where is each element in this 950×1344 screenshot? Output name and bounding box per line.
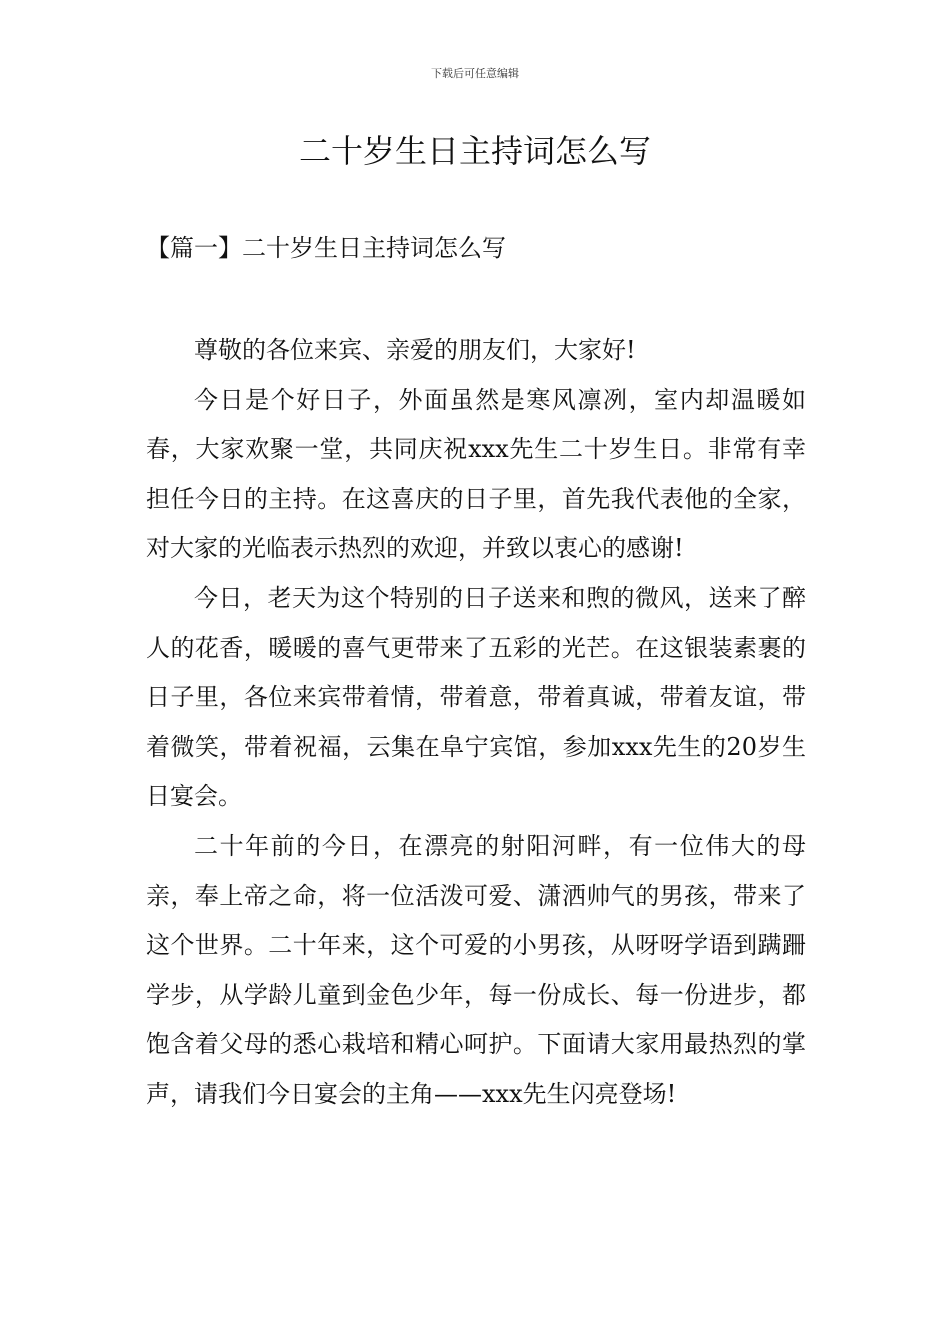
paragraph-introduction: 二十年前的今日，在漂亮的射阳河畔，有一位伟大的母亲，奉上帝之命，将一位活泼可爱、潇洒帅气的男孩，带来了这个世界。二十年来，这个可爱的小男孩，从呀呀学语到蹒跚学步，从学龄儿童到金色少年，每一份成长、每一份进步，都饱含着父母的悉心栽培和精心呵护。下面请大家用最热烈的掌声，请我们今日宴会的主角——xxx先生闪亮登场! [146,831,806,1108]
document-title: 二十岁生日主持词怎么写 [298,132,651,170]
paragraph-greeting: 尊敬的各位来宾、亲爱的朋友们，大家好! [194,336,636,364]
paragraph-opening: 今日是个好日子，外面虽然是寒风凛冽，室内却温暖如春，大家欢聚一堂，共同庆祝xxx先生二十岁生日。非常有幸担任今日的主持。在这喜庆的日子里，首先我代表他的全家，对大家的光临表示热烈的欢迎，并致以衷心的感谢! [146,385,806,563]
paragraph-atmosphere: 今日，老天为这个特别的日子送来和煦的微风，送来了醉人的花香，暖暖的喜气更带来了五彩的光芒。在这银装素裹的日子里，各位来宾带着情，带着意，带着真诚，带着友谊，带着微笑，带着祝福，云集在阜宁宾馆，参加xxx先生的20岁生日宴会。 [146,583,806,811]
section-heading: 【篇一】二十岁生日主持词怎么写 [146,234,506,262]
header-note: 下载后可任意编辑 [431,67,519,80]
document-body [146,326,806,1120]
